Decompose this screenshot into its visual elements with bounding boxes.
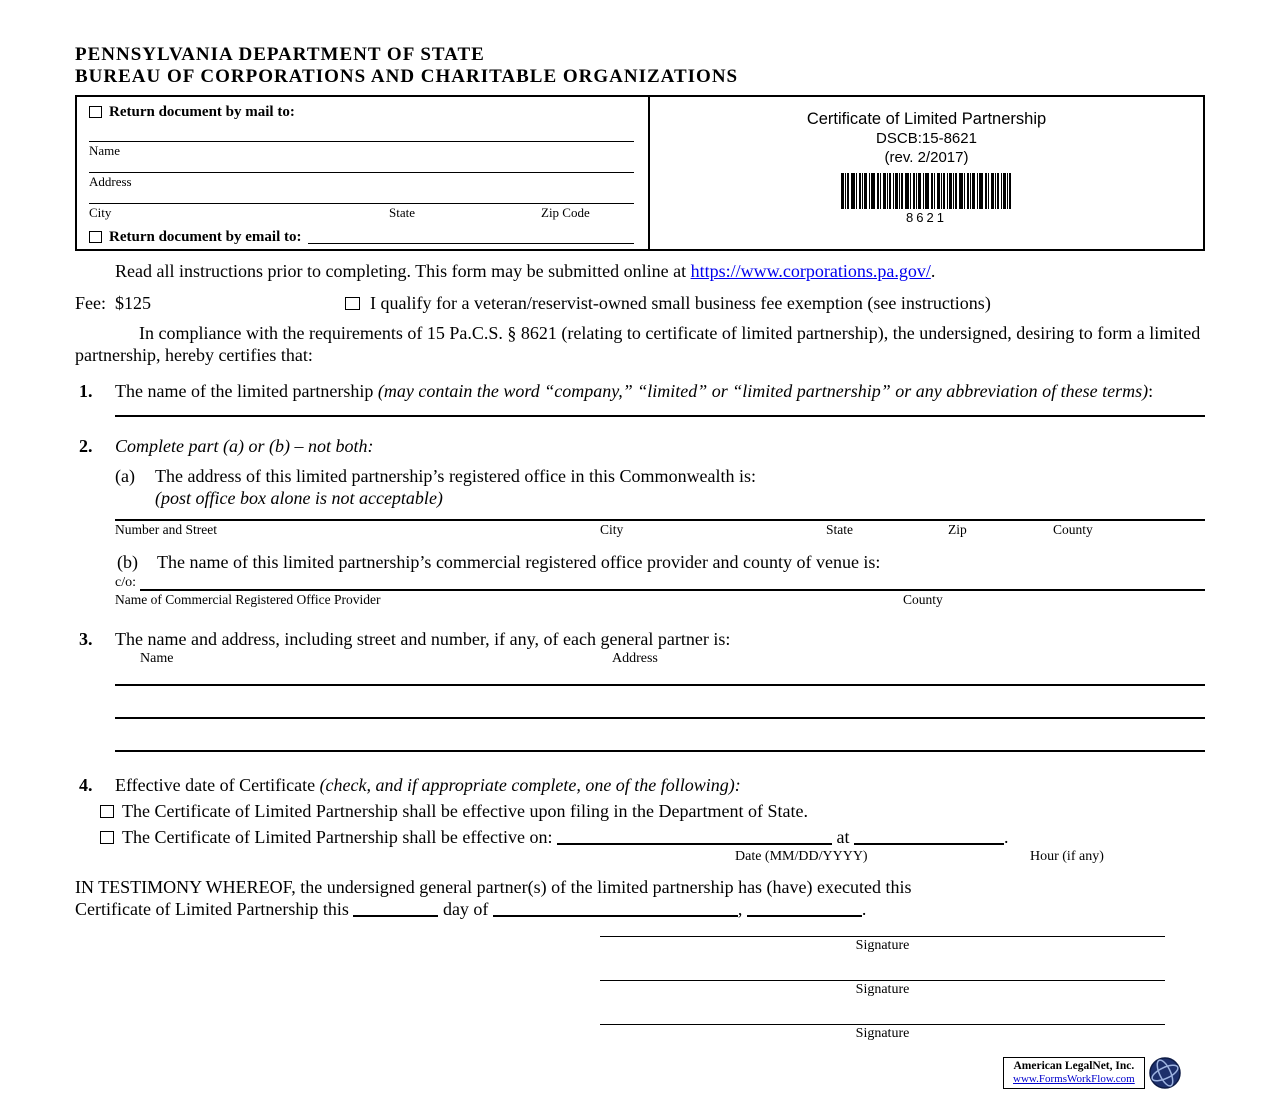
instructions-period: . [930, 261, 936, 281]
number-street-label: Number and Street [115, 522, 217, 537]
fee-exemption-checkbox[interactable] [345, 297, 360, 310]
general-partner-column-labels [115, 650, 1205, 668]
document-code: DSCB:15-8621 [876, 130, 977, 147]
document-title: Certificate of Limited Partnership [806, 110, 1047, 128]
vendor-website-link[interactable]: www.FormsWorkFlow.com [1013, 1073, 1135, 1085]
execution-day-input-line[interactable] [353, 902, 438, 917]
vendor-name: American LegalNet, Inc. [1013, 1060, 1135, 1072]
general-partner-input-line-1[interactable] [115, 684, 1205, 686]
effective-upon-filing-label: The Certificate of Limited Partnership shall be effective upon filing in the Department of State. [122, 801, 808, 821]
cro-county-label: County [903, 592, 943, 607]
return-mail-checkbox[interactable] [89, 106, 102, 118]
signature-label: Signature [855, 1026, 910, 1041]
co-label: c/o: [115, 575, 136, 590]
instructions-text: Read all instructions prior to completing. This form may be submitted online at [115, 261, 691, 281]
effective-date-input-line[interactable] [557, 830, 832, 845]
return-mail-label: Return document by mail to: [109, 104, 295, 120]
barcode-icon [841, 173, 1013, 209]
return-email-checkbox[interactable] [89, 231, 102, 243]
item-2b [115, 551, 1205, 573]
at-text: at [836, 827, 850, 847]
cro-provider-field-labels [115, 591, 1205, 608]
hour-label: Hour (if any) [1030, 849, 1104, 864]
execution-month-input-line[interactable] [493, 902, 738, 917]
general-partner-input-line-3[interactable] [115, 750, 1205, 752]
globe-icon [1148, 1056, 1182, 1090]
testimony-period: . [861, 899, 867, 919]
effective-on-date-label [122, 826, 1009, 848]
item-2a [115, 465, 1205, 509]
date-hour-labels [115, 848, 1205, 866]
city-field-label: City [89, 205, 112, 220]
instructions-line [75, 260, 1205, 282]
general-partner-input-line-2[interactable] [115, 717, 1205, 719]
online-filing-link[interactable]: https://www.corporations.pa.gov/ [690, 261, 931, 281]
item-2b-label: (b) [117, 552, 138, 572]
signature-label: Signature [855, 938, 910, 953]
testimony-comma: , [737, 899, 743, 919]
zip-label: Zip [948, 522, 967, 537]
return-city-state-zip-input-line[interactable] [89, 189, 634, 204]
item-2a-note: (post office box alone is not acceptable) [155, 488, 443, 508]
signature-line-1[interactable] [600, 936, 1165, 954]
item-2a-label: (a) [115, 466, 135, 486]
cro-provider-name-label: Name of Commercial Registered Office Provider [115, 592, 381, 607]
testimony-paragraph [75, 876, 1205, 920]
return-address-section [77, 97, 650, 249]
item-3-text: The name and address, including street and number, if any, of each general partner is: [115, 629, 731, 649]
signature-section [600, 936, 1165, 1042]
return-address-input-line[interactable] [89, 158, 634, 173]
vendor-box [1003, 1057, 1145, 1089]
barcode-number: 8621 [906, 210, 947, 225]
item-4-text: Effective date of Certificate [115, 775, 320, 795]
effective-upon-filing-checkbox[interactable] [100, 805, 114, 818]
item-3 [75, 628, 1205, 752]
return-email-label: Return document by email to: [109, 229, 302, 245]
return-mail-row [89, 103, 634, 121]
department-title: PENNSYLVANIA DEPARTMENT OF STATE [75, 44, 485, 65]
signature-line-3[interactable] [600, 1024, 1165, 1042]
bureau-title: BUREAU OF CORPORATIONS AND CHARITABLE ORGANIZATIONS [75, 66, 739, 87]
preamble-paragraph: In compliance with the requirements of 15 Pa.C.S. § 8621 (relating to certificate of limited partnership), the undersigned, desiring to form a limited partnership, hereby certifies that: [75, 323, 1201, 365]
registered-office-field-labels [115, 521, 1205, 538]
effective-on-date-option [100, 826, 1205, 848]
testimony-day-of: day of [442, 899, 489, 919]
vendor-footer [1003, 1056, 1182, 1090]
city-label: City [600, 522, 624, 537]
date-format-label: Date (MM/DD/YYYY) [735, 849, 868, 864]
item-2b-text: The name of this limited partnership’s commercial registered office provider and county of venue is: [157, 552, 881, 572]
item-2 [75, 435, 1205, 608]
item-4-number: 4. [79, 775, 93, 795]
item-2-number: 2. [79, 436, 93, 456]
cro-provider-input-line[interactable] [140, 577, 1205, 591]
return-email-input-line[interactable] [308, 230, 634, 244]
effective-on-date-checkbox[interactable] [100, 831, 114, 844]
execution-year-input-line[interactable] [747, 902, 862, 917]
item-2a-text: The address of this limited partnership’s registered office in this Commonwealth is: [155, 466, 757, 486]
item-1-suffix: : [1148, 381, 1154, 401]
cro-provider-row [115, 575, 1205, 591]
gp-name-column-label: Name [140, 651, 174, 666]
name-field-label: Name [89, 143, 121, 158]
item-3-number: 3. [79, 629, 93, 649]
return-email-row [89, 228, 634, 246]
testimony-line-2 [75, 898, 1205, 920]
item-1-number: 1. [79, 381, 93, 401]
county-label: County [1053, 522, 1093, 537]
partnership-name-input-line[interactable] [115, 415, 1205, 417]
form-header [75, 44, 1205, 88]
document-title-section [650, 97, 1203, 249]
return-name-input-line[interactable] [89, 121, 634, 142]
city-state-zip-labels [89, 205, 634, 220]
zip-field-label: Zip Code [541, 205, 590, 220]
fee-row [75, 292, 1205, 314]
state-label: State [826, 522, 853, 537]
fee-label: Fee: $125 [75, 293, 151, 313]
top-box [75, 95, 1205, 251]
item-1-text: The name of the limited partnership [115, 381, 378, 401]
signature-line-2[interactable] [600, 980, 1165, 998]
effective-upon-filing-option [100, 800, 1205, 822]
fee-exemption-label: I qualify for a veteran/reservist-owned small business fee exemption (see instructions) [370, 293, 991, 313]
document-revision: (rev. 2/2017) [884, 149, 969, 166]
item-1-note: (may contain the word “company,” “limited” or “limited partnership” or any abbreviation of these terms) [377, 381, 1149, 401]
item-2-intro: Complete part (a) or (b) – not both: [115, 436, 374, 456]
testimony-line-2-start: Certificate of Limited Partnership this [75, 899, 349, 919]
option2-period: . [1004, 827, 1009, 847]
effective-on-text: The Certificate of Limited Partnership shall be effective on: [122, 827, 553, 847]
testimony-line-1: IN TESTIMONY WHEREOF, the undersigned general partner(s) of the limited partnership has (have) executed this [75, 877, 912, 897]
state-field-label: State [389, 205, 415, 220]
effective-hour-input-line[interactable] [854, 830, 1004, 845]
signature-label: Signature [855, 982, 910, 997]
item-4 [75, 774, 1205, 866]
address-field-label: Address [89, 174, 132, 189]
item-1 [75, 380, 1205, 417]
gp-address-column-label: Address [612, 651, 658, 666]
item-4-note: (check, and if appropriate complete, one of the following): [319, 775, 741, 795]
